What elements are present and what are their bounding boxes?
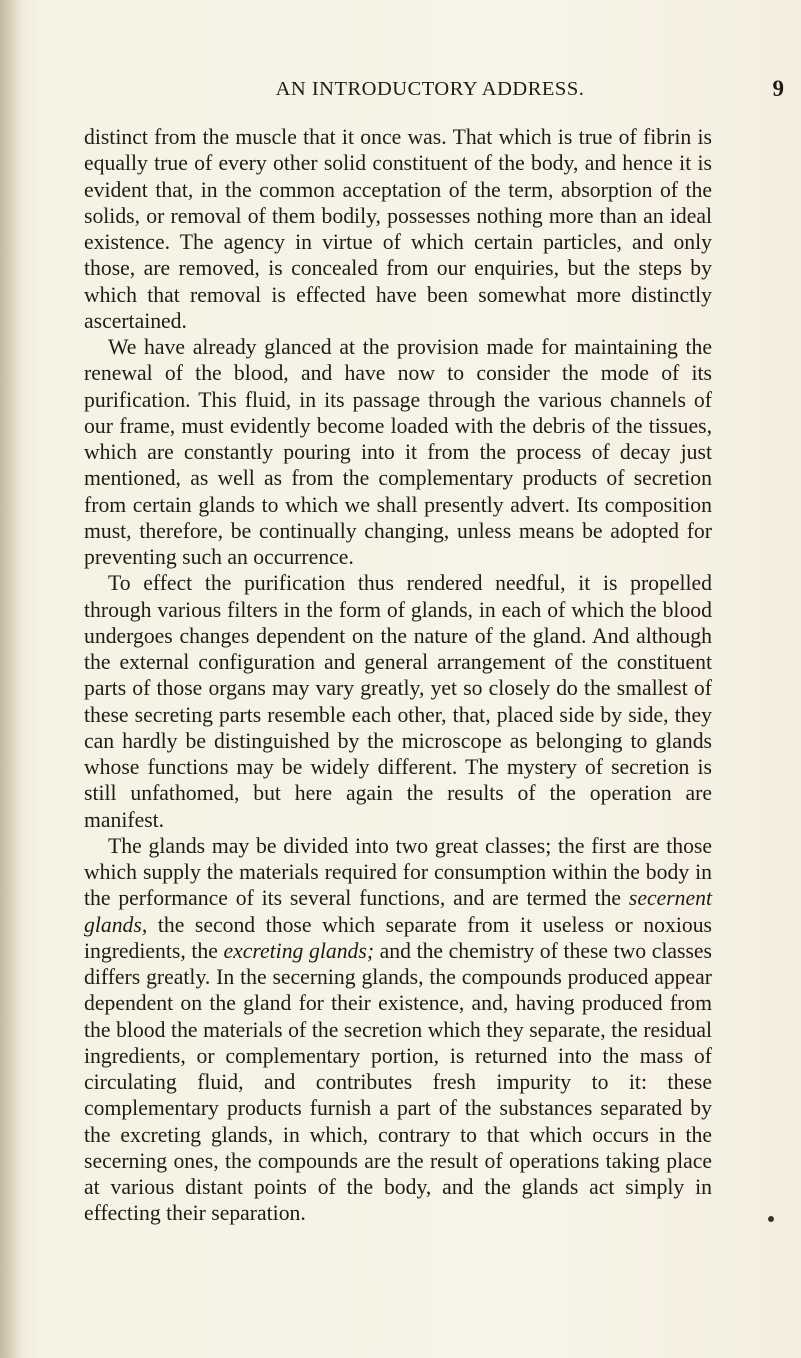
ink-spot [768,1216,774,1222]
paragraph-2: We have already glanced at the provision made for maintaining the renewal of the blood, and have now to consider the mode of its purification. This fluid, in its passage through the various channels of our frame, must evidently become loaded with the debris of the tissues, which are constantly pouring into it from the process of decay just mentioned, as well as from the complementary products of secretion from certain glands to which we shall presently advert. Its composition must, therefore, be continually changing, unless means be adopted for preventing such an occurrence. [84,335,712,569]
page-header [70,78,790,108]
paragraph-3: To effect the purification thus rendered needful, it is propelled through various filters in the form of glands, in each of which the blood undergoes changes dependent on the nature of the gland. And although the external configuration and general arrangement of the constituent parts of those organs may vary greatly, yet so closely do the smallest of these secreting parts resemble each other, that, placed side by side, they can hardly be distinguished by the microscope as belonging to glands whose functions may be widely different. The mystery of secretion is still unfathomed, but here again the results of the operation are manifest. [84,571,712,832]
paragraph-1: distinct from the muscle that it once was. That which is true of fibrin is equally true of every other solid constituent of the body, and hence it is evident that, in the common acceptation of the term, absorption of the solids, or removal of them bodily, possesses nothing more than an ideal existence. The agency in virtue of which certain particles, and only those, are removed, is concealed from our enquiries, but the steps by which that removal is effected have been somewhat more distinctly ascertained. [84,125,712,333]
term-secernent-glands: secernent glands [84,886,712,937]
body-text [84,124,712,1227]
paragraph-4-text-a: The glands may be divided into two great classes; the first are those which supply the materials required for consumption within the body in the performance of its several functions, and are termed the [84,833,712,911]
term-excreting-glands: excreting glands; [223,938,375,963]
paragraph-4-text-c: and the chemistry of these two classes differs greatly. In the secerning glands, the compounds produced appear dependent on the gland for their existence, and, having produced from the blood the materials of the secretion which they separate, the residual ingredients, or complementary portion, is returned into the mass of circulating fluid, and contributes fresh impurity to it: these complementary products furnish a part of the substances separated by the excreting glands, in which, contrary to that which occurs in the secerning ones, the compounds are the result of operations taking place at various distant points of the body, and the glands act simply in effecting their separation. [84,938,712,1226]
paragraph-4-text-b: , the second those which separate from it useless or noxious ingredients, the [84,912,712,963]
running-title: AN INTRODUCTORY ADDRESS. [275,78,585,100]
paragraph-4 [84,833,712,1227]
page-number: 9 [772,76,784,101]
binding-gutter-shadow [0,0,22,1358]
